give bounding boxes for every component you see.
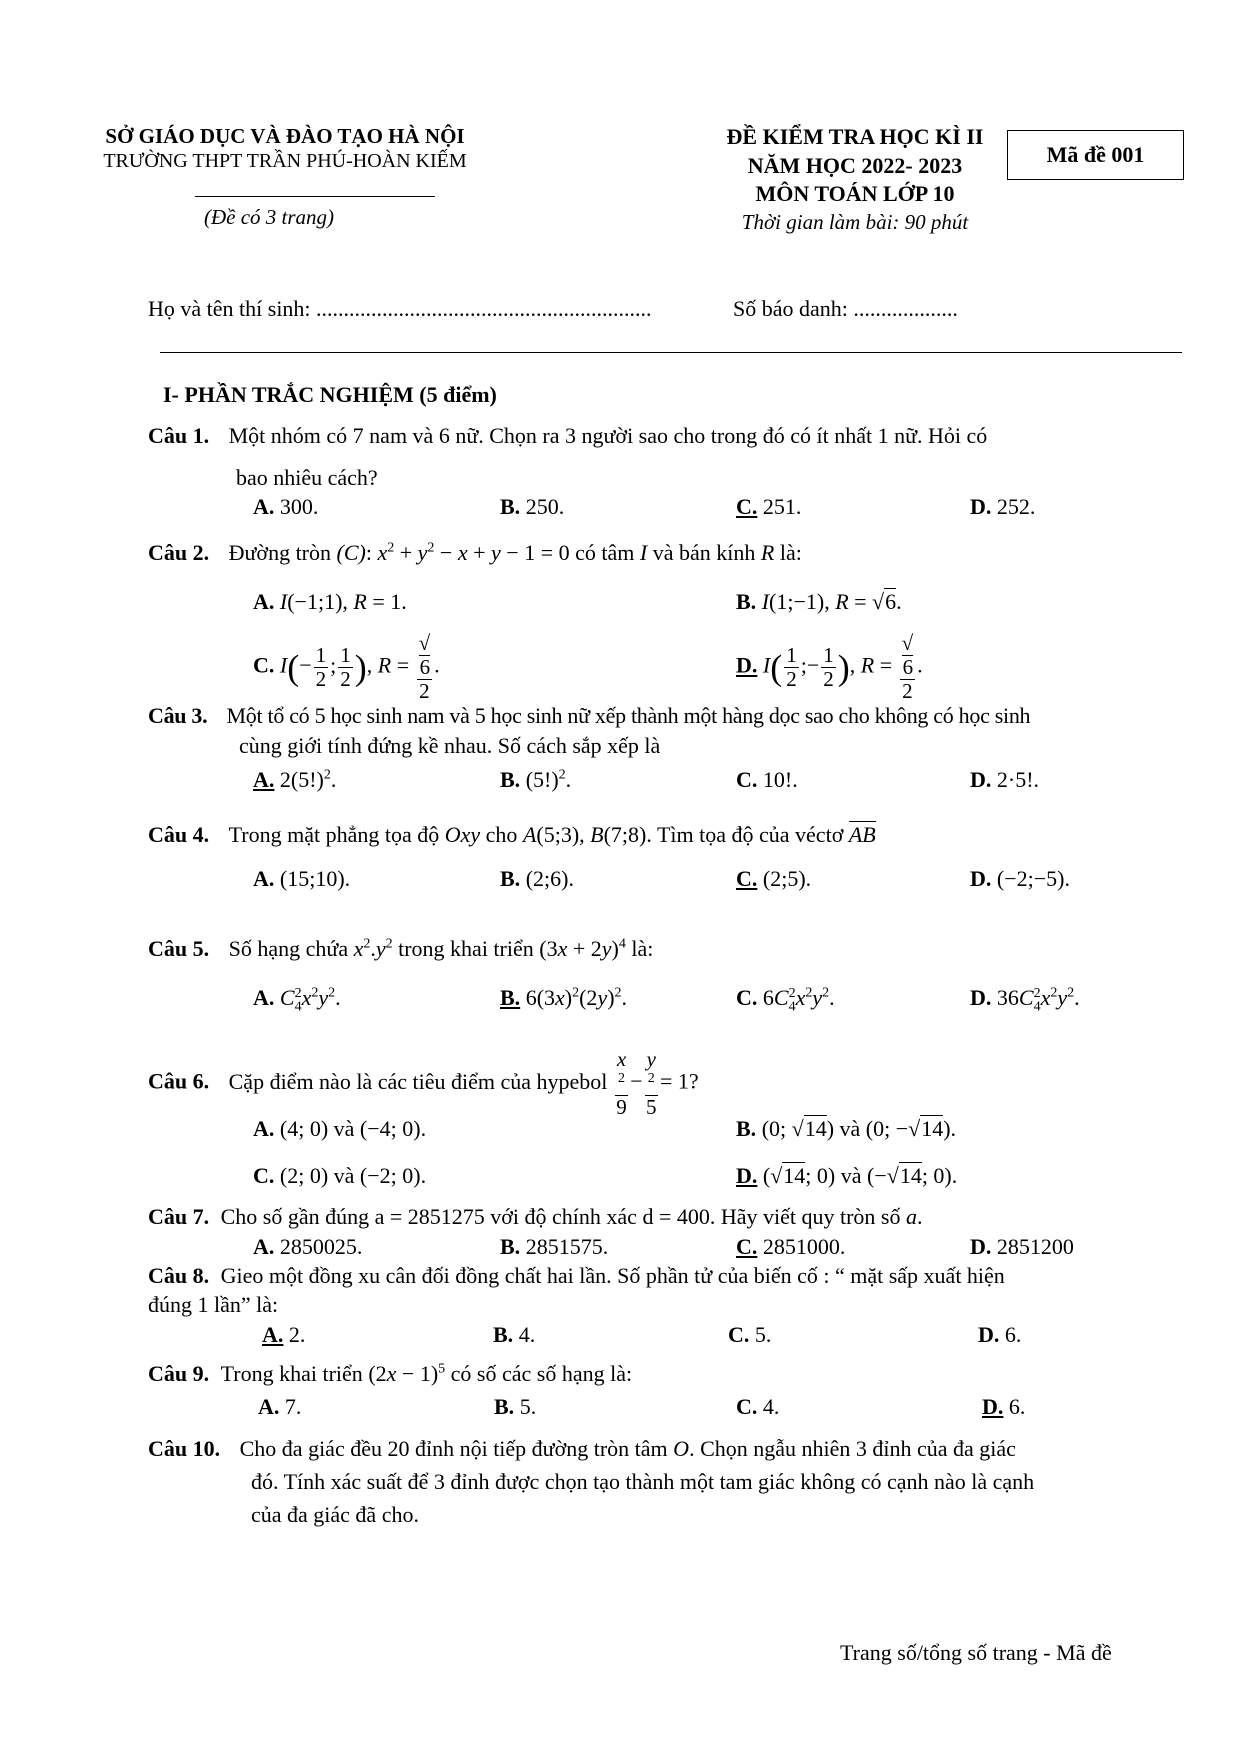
- q5-option-b[interactable]: B. $6(3x)^2(2y)^2$.: [500, 985, 628, 1010]
- exam-code-box: Mã đề 001: [1007, 130, 1184, 180]
- question-6: Câu 6. Cặp điểm nào là các tiêu điểm của hypebol x $^2$ 9 − y $^2$ 5 = 1?: [148, 1047, 699, 1120]
- question-5: Câu 5. Số hạng chứa $x^2.y^2$ trong khai triển $(3x + 2y)^4$ là:: [148, 936, 654, 961]
- student-name-field: Họ và tên thí sinh: .............................................................: [148, 296, 652, 321]
- q9-option-c[interactable]: C. 4.: [736, 1394, 780, 1419]
- q9-option-b[interactable]: B. 5.: [494, 1394, 537, 1419]
- q3-option-b[interactable]: B. $(5!)^2$.: [500, 767, 572, 792]
- q7-option-b[interactable]: B. 2851575.: [500, 1234, 609, 1259]
- q6-option-a[interactable]: A. (4; 0) và (−4; 0).: [253, 1116, 427, 1141]
- page-footer: Trang số/tổng số trang - Mã đề: [840, 1640, 1112, 1665]
- school-year: NĂM HỌC 2022- 2023: [747, 153, 963, 178]
- q1-option-a[interactable]: A. 300.: [253, 494, 319, 519]
- q4-option-a[interactable]: A. (15;10).: [253, 866, 351, 891]
- q3-option-d[interactable]: D. 2·5!.: [970, 767, 1040, 792]
- q2-option-a[interactable]: A. I(−1;1), R = 1.: [253, 589, 407, 614]
- q3-option-c[interactable]: C. 10!.: [736, 767, 798, 792]
- q1-option-d[interactable]: D. 252.: [970, 494, 1036, 519]
- q5-option-d[interactable]: D. $36C_4^2x^2y^2$.: [970, 985, 1080, 1015]
- question-3-cont: cùng giới tính đứng kề nhau. Số cách sắp xếp là: [239, 733, 661, 758]
- q9-option-d[interactable]: D. 6.: [982, 1394, 1026, 1419]
- student-id-field: Số báo danh: ...................: [733, 296, 958, 321]
- question-1: [148, 423, 987, 449]
- school-name: TRƯỜNG THPT TRẦN PHÚ-HOÀN KIẾM: [103, 150, 467, 172]
- q3-option-a[interactable]: A. $2(5!)^2$.: [253, 767, 337, 792]
- question-10-cont1: đó. Tính xác suất để 3 đỉnh được chọn tạo thành một tam giác không có cạnh nào là cạnh: [251, 1469, 1035, 1494]
- exam-title: ĐỀ KIỂM TRA HỌC KÌ II: [726, 124, 984, 149]
- q2-option-c[interactable]: C. I(− $\frac{1}{2}$ ; $\frac{1}{2}$ ), R = √ 6 2 .: [253, 631, 440, 704]
- section-title: I- PHẦN TRẮC NGHIỆM (5 điểm): [163, 382, 497, 407]
- question-text: Một nhóm có 7 nam và 6 nữ. Chọn ra 3 người sao cho trong đó có ít nhất 1 nữ. Hỏi có: [228, 423, 988, 448]
- q2-option-d[interactable]: D. I( $\frac{1}{2}$ ;− $\frac{1}{2}$ ), R = √ 6 2 .: [736, 631, 923, 704]
- q7-option-d[interactable]: D. 2851200: [970, 1234, 1074, 1259]
- question-label: Câu 1.: [148, 423, 210, 448]
- question-10: Câu 10. Cho đa giác đều 20 đỉnh nội tiếp đường tròn tâm O. Chọn ngẫu nhiên 3 đỉnh của đa giác: [148, 1436, 1016, 1461]
- info-divider: [160, 352, 1182, 353]
- q6-option-d[interactable]: D. (√14; 0) và (−√14; 0).: [736, 1163, 958, 1188]
- question-9: Câu 9. Trong khai triển $(2x - 1)^5$ có số các số hạng là:: [148, 1361, 633, 1386]
- q7-option-c[interactable]: C. 2851000.: [736, 1234, 846, 1259]
- page-count-note: (Đề có 3 trang): [204, 205, 335, 229]
- q4-option-d[interactable]: D. (−2;−5).: [970, 866, 1070, 891]
- q6-option-b[interactable]: B. (0; √14) và (0; −√14).: [736, 1116, 957, 1141]
- q2-option-b[interactable]: B. I(1;−1), R = √6.: [736, 589, 902, 614]
- q6-option-c[interactable]: C. (2; 0) và (−2; 0).: [253, 1163, 427, 1188]
- q8-option-d[interactable]: D. 6.: [978, 1322, 1022, 1347]
- q4-option-b[interactable]: B. (2;6).: [500, 866, 574, 891]
- time-limit: Thời gian làm bài: 90 phút: [741, 210, 969, 234]
- question-8-cont: đúng 1 lần” là:: [148, 1292, 279, 1317]
- question-2: Câu 2. Đường tròn (C): $x^2 + y^2 - x + y - 1 = 0$ có tâm I và bán kính R là:: [148, 540, 802, 565]
- question-3: Câu 3. Một tổ có 5 học sinh nam và 5 học sinh nữ xếp thành một hàng dọc sao cho không có học sinh: [148, 703, 1031, 728]
- department-name: SỞ GIÁO DỤC VÀ ĐÀO TẠO HÀ NỘI: [105, 124, 465, 148]
- q1-option-c[interactable]: C. 251.: [736, 494, 802, 519]
- question-8: Câu 8. Gieo một đồng xu cân đối đồng chất hai lần. Số phần tử của biến cố : “ mặt sấp xuất hiện: [148, 1263, 1005, 1288]
- q8-option-c[interactable]: C. 5.: [728, 1322, 772, 1347]
- question-7: Câu 7. Cho số gần đúng a = 2851275 với độ chính xác d = 400. Hãy viết quy tròn số a.: [148, 1204, 923, 1229]
- q9-option-a[interactable]: A. 7.: [258, 1394, 302, 1419]
- question-1-cont: bao nhiêu cách?: [236, 465, 378, 490]
- question-4: Câu 4. Trong mặt phẳng tọa độ Oxy cho A(5;3), B(7;8). Tìm tọa độ của véctơ AB: [148, 822, 876, 847]
- q1-option-b[interactable]: B. 250.: [500, 494, 565, 519]
- subject: MÔN TOÁN LỚP 10: [755, 181, 955, 206]
- q5-option-c[interactable]: C. $6C_4^2x^2y^2$.: [736, 985, 835, 1015]
- q4-option-c[interactable]: C. (2;5).: [736, 866, 812, 891]
- q8-option-b[interactable]: B. 4.: [493, 1322, 536, 1347]
- question-10-cont2: của đa giác đã cho.: [251, 1502, 419, 1527]
- header-divider: [195, 196, 435, 197]
- q8-option-a[interactable]: A. 2.: [262, 1322, 306, 1347]
- q7-option-a[interactable]: A. 2850025.: [253, 1234, 363, 1259]
- q5-option-a[interactable]: A. $C_4^2x^2y^2$.: [253, 985, 341, 1015]
